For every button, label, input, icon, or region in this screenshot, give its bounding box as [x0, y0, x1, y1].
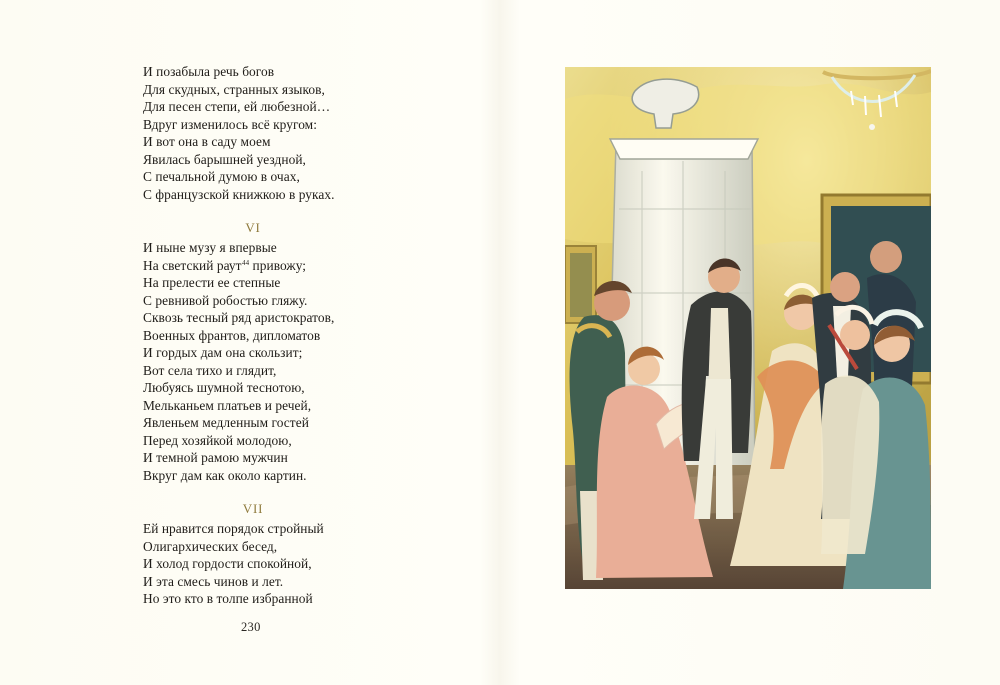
poem-line: И темной рамою мужчин [143, 450, 288, 465]
poem-text-column [143, 63, 393, 608]
poem-line: Мельканьем платьев и речей, [143, 397, 312, 413]
poem-line: Военных франтов, дипломатов [143, 327, 321, 343]
poem-line: Для песен степи, ей любезной… [143, 99, 331, 114]
stanza-vi [143, 239, 393, 484]
poem-line: И ныне музу я впервые [143, 240, 277, 255]
poem-line: Ей нравится порядок стройный [143, 521, 324, 536]
poem-line: Сквозь тесный ряд аристократов, [143, 310, 335, 325]
opening-stanza [143, 63, 393, 203]
poem-line: С печальной думою в очах, [143, 169, 300, 184]
poem-line: Перед хозяйкой молодою, [143, 432, 292, 448]
poem-line-end: привожу; [249, 257, 307, 273]
poem-line: И гордых дам она скользит; [143, 345, 303, 360]
poem-line: И позабыла речь богов [143, 64, 275, 79]
poem-line: Но это кто в толпе избранной [143, 591, 313, 606]
poem-line: И вот она в саду моем [143, 134, 271, 149]
poem-line: С французской книжкою в руках. [143, 186, 335, 202]
stanza-vii [143, 520, 393, 608]
poem-line: Явленьем медленным гостей [143, 415, 309, 430]
poem-line-with-footnote [143, 257, 393, 275]
poem-line: Вкруг дам как около картин. [143, 467, 307, 483]
stanza-number-vi: VI [245, 220, 261, 235]
poem-line: С ревнивой робостью гляжу. [143, 292, 308, 308]
stanza-number-vii: VII [242, 501, 264, 516]
poem-line: Любуясь шумной теснотою, [143, 380, 305, 395]
poem-line: Вдруг изменилось всё кругом: [143, 116, 317, 132]
poem-line: Для скудных, странных языков, [143, 81, 325, 97]
ballroom-illustration [565, 67, 931, 589]
watercolor-texture [565, 67, 931, 589]
poem-line: Вот села тихо и глядит, [143, 362, 277, 378]
poem-line: И эта смесь чинов и лет. [143, 573, 284, 589]
poem-line: На прелести ее степные [143, 275, 281, 290]
poem-line-start: На светский раут [143, 257, 242, 273]
footnote-marker[interactable]: 44 [242, 258, 250, 267]
poem-line: Олигархических бесед, [143, 538, 278, 554]
poem-line: И холод гордости спокойной, [143, 556, 312, 571]
page-number: 230 [241, 620, 261, 634]
watercolor-scene [565, 67, 931, 589]
poem-line: Явилась барышней уездной, [143, 151, 306, 167]
